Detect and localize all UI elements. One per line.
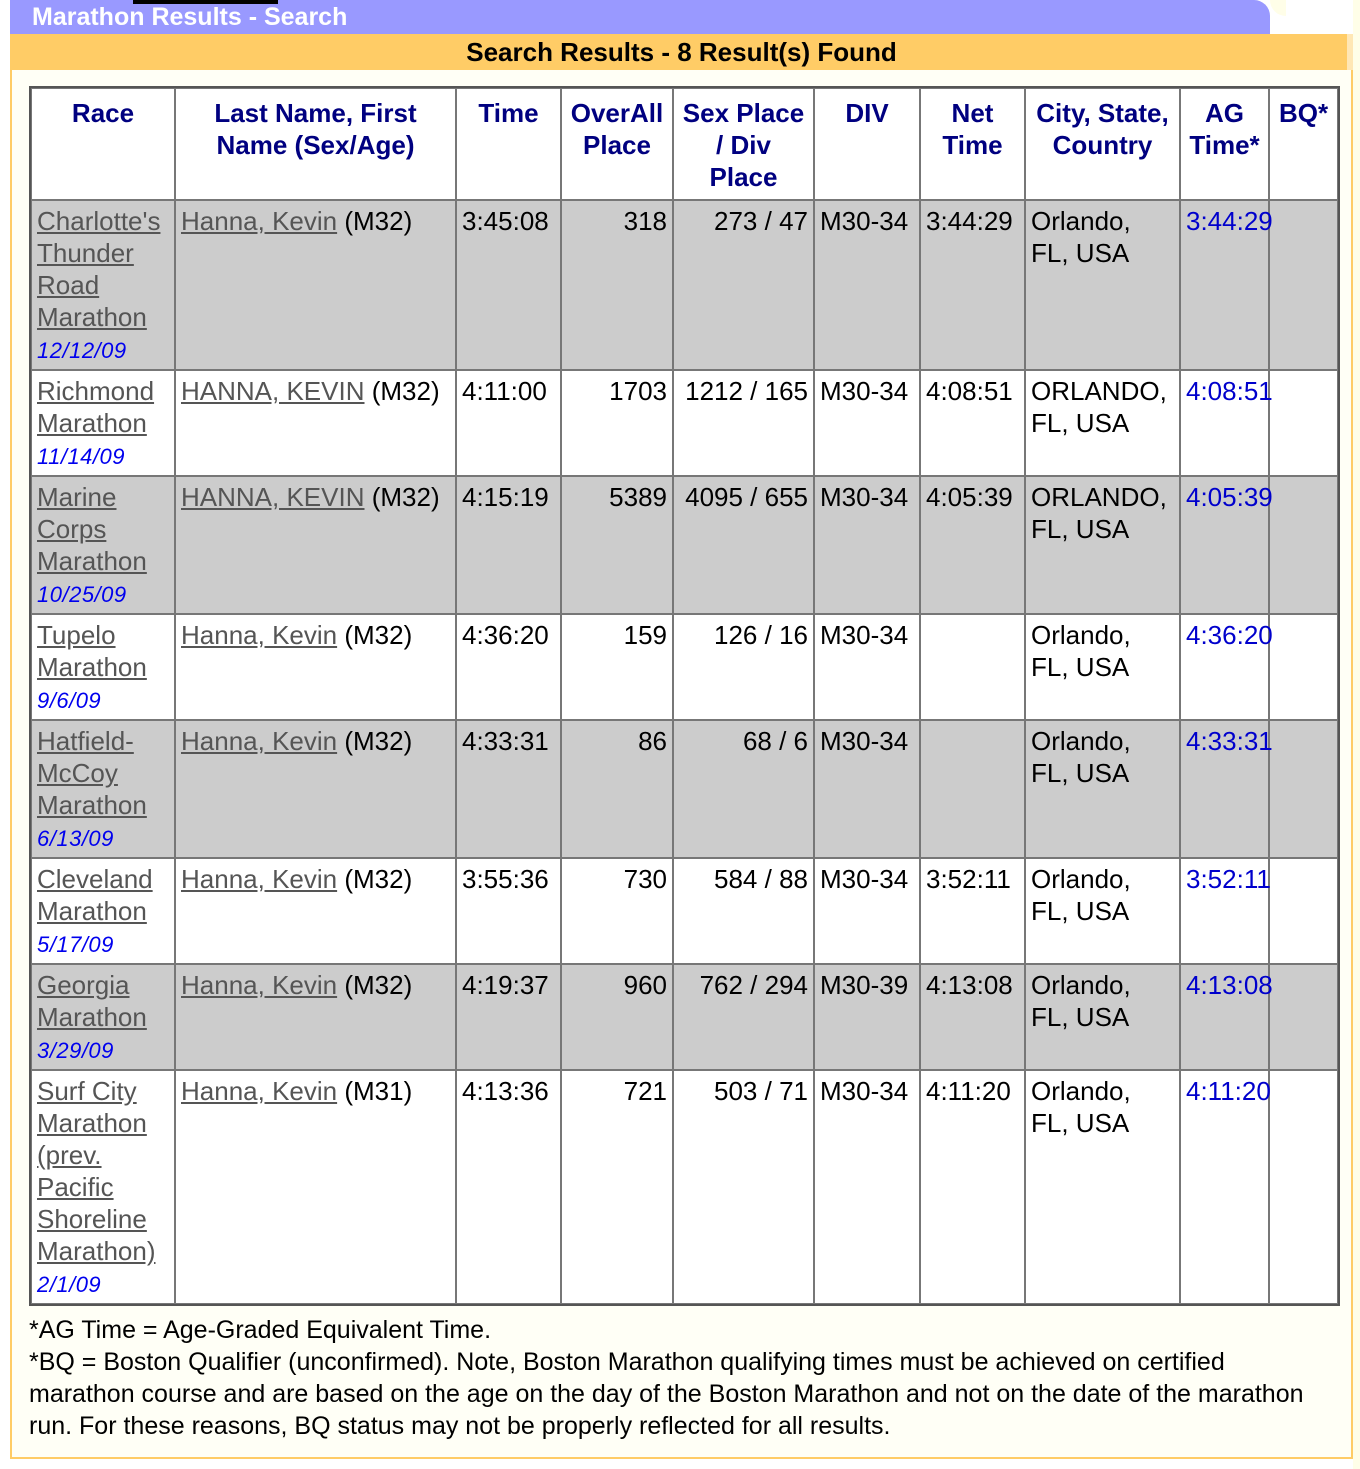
race-date: 11/14/09 (37, 444, 126, 469)
ag-time-cell: 4:36:20 (1180, 614, 1269, 720)
overall-place-cell: 159 (561, 614, 673, 720)
location-cell: Orlando, FL, USA (1025, 858, 1180, 964)
bq-cell (1269, 200, 1338, 370)
race-link[interactable]: Hatfield-McCoy Marathon (37, 726, 147, 820)
col-header-div: DIV (814, 88, 920, 200)
race-link[interactable]: Richmond Marathon (37, 376, 155, 438)
ag-time-cell: 4:11:20 (1180, 1070, 1269, 1304)
race-link[interactable]: Marine Corps Marathon (37, 482, 147, 576)
sex-age: (M32) (344, 620, 413, 650)
race-cell (31, 370, 175, 476)
ag-footnote: *AG Time = Age-Graded Equivalent Time. (29, 1316, 492, 1344)
sex-age: (M32) (344, 970, 413, 1000)
division-cell: M30-34 (814, 476, 920, 614)
table-row (31, 720, 1338, 858)
sex-age: (M32) (344, 206, 413, 236)
sex-div-place-cell: 68 / 6 (673, 720, 814, 858)
title-tab (10, 0, 1270, 36)
overall-place-cell: 1703 (561, 370, 673, 476)
division-cell: M30-34 (814, 1070, 920, 1304)
page-title: Marathon Results - Search (32, 3, 348, 31)
results-count-text: Search Results - 8 Result(s) Found (466, 37, 897, 67)
runner-cell (175, 964, 456, 1070)
overall-place-cell: 86 (561, 720, 673, 858)
overall-place-cell: 5389 (561, 476, 673, 614)
runner-name-link[interactable]: HANNA, KEVIN (181, 376, 365, 406)
division-cell: M30-34 (814, 858, 920, 964)
division-cell: M30-34 (814, 720, 920, 858)
ag-time-cell: 3:44:29 (1180, 200, 1269, 370)
net-time-cell: 4:08:51 (920, 370, 1025, 476)
bq-footnote: *BQ = Boston Qualifier (unconfirmed). Note, Boston Marathon qualifying times must be achieved on certified marathon course and are based on the age on the day of the Boston Marathon and not on the date of the marathon run. For these reasons, BQ status may not be properly reflected for all results. (29, 1348, 1304, 1440)
race-cell (31, 614, 175, 720)
net-time-cell: 3:52:11 (920, 858, 1025, 964)
bq-cell (1269, 476, 1338, 614)
runner-cell (175, 858, 456, 964)
ag-time-cell: 4:08:51 (1180, 370, 1269, 476)
col-header-time: Time (456, 88, 561, 200)
table-row (31, 858, 1338, 964)
sex-div-place-cell: 126 / 16 (673, 614, 814, 720)
time-cell: 3:45:08 (456, 200, 561, 370)
division-cell: M30-34 (814, 614, 920, 720)
time-cell: 4:15:19 (456, 476, 561, 614)
time-cell: 4:13:36 (456, 1070, 561, 1304)
table-row (31, 370, 1338, 476)
sex-div-place-cell: 503 / 71 (673, 1070, 814, 1304)
location-cell: Orlando, FL, USA (1025, 614, 1180, 720)
time-cell: 3:55:36 (456, 858, 561, 964)
runner-name-link[interactable]: Hanna, Kevin (181, 206, 338, 236)
race-date: 3/29/09 (37, 1038, 114, 1063)
col-header-bq: BQ* (1269, 88, 1338, 200)
page-right-edge (1353, 0, 1360, 1469)
table-row (31, 964, 1338, 1070)
location-cell: Orlando, FL, USA (1025, 964, 1180, 1070)
table-header-row (31, 88, 1338, 200)
location-cell: Orlando, FL, USA (1025, 200, 1180, 370)
time-cell: 4:33:31 (456, 720, 561, 858)
bq-cell (1269, 1070, 1338, 1304)
sex-div-place-cell: 762 / 294 (673, 964, 814, 1070)
net-time-cell (920, 614, 1025, 720)
time-cell: 4:11:00 (456, 370, 561, 476)
overall-place-cell: 730 (561, 858, 673, 964)
location-cell: Orlando, FL, USA (1025, 1070, 1180, 1304)
overall-place-cell: 960 (561, 964, 673, 1070)
race-cell (31, 858, 175, 964)
ag-time-cell: 4:33:31 (1180, 720, 1269, 858)
sex-age: (M32) (344, 726, 413, 756)
col-header-ag: AG Time* (1180, 88, 1269, 200)
sex-div-place-cell: 1212 / 165 (673, 370, 814, 476)
race-link[interactable]: Georgia Marathon (37, 970, 147, 1032)
col-header-sexdiv: Sex Place / Div Place (673, 88, 814, 200)
runner-cell (175, 1070, 456, 1304)
net-time-cell: 4:13:08 (920, 964, 1025, 1070)
sex-age: (M32) (371, 482, 440, 512)
runner-name-link[interactable]: Hanna, Kevin (181, 620, 338, 650)
bq-cell (1269, 858, 1338, 964)
runner-cell (175, 370, 456, 476)
location-cell: Orlando, FL, USA (1025, 720, 1180, 858)
runner-name-link[interactable]: Hanna, Kevin (181, 970, 338, 1000)
table-row (31, 1070, 1338, 1304)
ag-time-cell: 4:13:08 (1180, 964, 1269, 1070)
ag-time-cell: 3:52:11 (1180, 858, 1269, 964)
footnotes (29, 1314, 1329, 1442)
col-header-net: Net Time (920, 88, 1025, 200)
sex-age: (M32) (371, 376, 440, 406)
sex-div-place-cell: 4095 / 655 (673, 476, 814, 614)
net-time-cell (920, 720, 1025, 858)
overall-place-cell: 721 (561, 1070, 673, 1304)
runner-cell (175, 614, 456, 720)
runner-name-link[interactable]: HANNA, KEVIN (181, 482, 365, 512)
results-count-bar (10, 34, 1353, 70)
division-cell: M30-39 (814, 964, 920, 1070)
race-link[interactable]: Surf City Marathon (prev. Pacific Shoreline Marathon) (37, 1076, 156, 1266)
runner-cell (175, 200, 456, 370)
race-date: 2/1/09 (37, 1272, 102, 1297)
division-cell: M30-34 (814, 370, 920, 476)
net-time-cell: 4:05:39 (920, 476, 1025, 614)
bq-cell (1269, 720, 1338, 858)
race-date: 5/17/09 (37, 932, 114, 957)
title-tab-notch (1270, 0, 1353, 36)
table-row (31, 200, 1338, 370)
race-cell (31, 476, 175, 614)
race-date: 9/6/09 (37, 688, 102, 713)
bq-cell (1269, 614, 1338, 720)
runner-cell (175, 476, 456, 614)
bq-cell (1269, 370, 1338, 476)
net-time-cell: 3:44:29 (920, 200, 1025, 370)
race-link[interactable]: Tupelo Marathon (37, 620, 147, 682)
ag-time-cell: 4:05:39 (1180, 476, 1269, 614)
race-link[interactable]: Charlotte's Thunder Road Marathon (37, 206, 161, 332)
division-cell: M30-34 (814, 200, 920, 370)
col-header-name: Last Name, First Name (Sex/Age) (175, 88, 456, 200)
sex-div-place-cell: 273 / 47 (673, 200, 814, 370)
race-date: 6/13/09 (37, 826, 114, 851)
col-header-overall: OverAll Place (561, 88, 673, 200)
race-cell (31, 1070, 175, 1304)
race-date: 12/12/09 (37, 338, 127, 363)
race-cell (31, 964, 175, 1070)
race-cell (31, 200, 175, 370)
sex-age: (M31) (344, 1076, 413, 1106)
runner-cell (175, 720, 456, 858)
runner-name-link[interactable]: Hanna, Kevin (181, 1076, 338, 1106)
sex-div-place-cell: 584 / 88 (673, 858, 814, 964)
runner-name-link[interactable]: Hanna, Kevin (181, 726, 338, 756)
location-cell: ORLANDO, FL, USA (1025, 370, 1180, 476)
race-link[interactable]: Cleveland Marathon (37, 864, 153, 926)
table-row (31, 614, 1338, 720)
net-time-cell: 4:11:20 (920, 1070, 1025, 1304)
col-header-city: City, State, Country (1025, 88, 1180, 200)
time-cell: 4:36:20 (456, 614, 561, 720)
sex-age: (M32) (344, 864, 413, 894)
race-date: 10/25/09 (37, 582, 127, 607)
location-cell: ORLANDO, FL, USA (1025, 476, 1180, 614)
time-cell: 4:19:37 (456, 964, 561, 1070)
runner-name-link[interactable]: Hanna, Kevin (181, 864, 338, 894)
col-header-race: Race (31, 88, 175, 200)
bq-cell (1269, 964, 1338, 1070)
table-row (31, 476, 1338, 614)
results-table (29, 86, 1340, 1306)
overall-place-cell: 318 (561, 200, 673, 370)
race-cell (31, 720, 175, 858)
